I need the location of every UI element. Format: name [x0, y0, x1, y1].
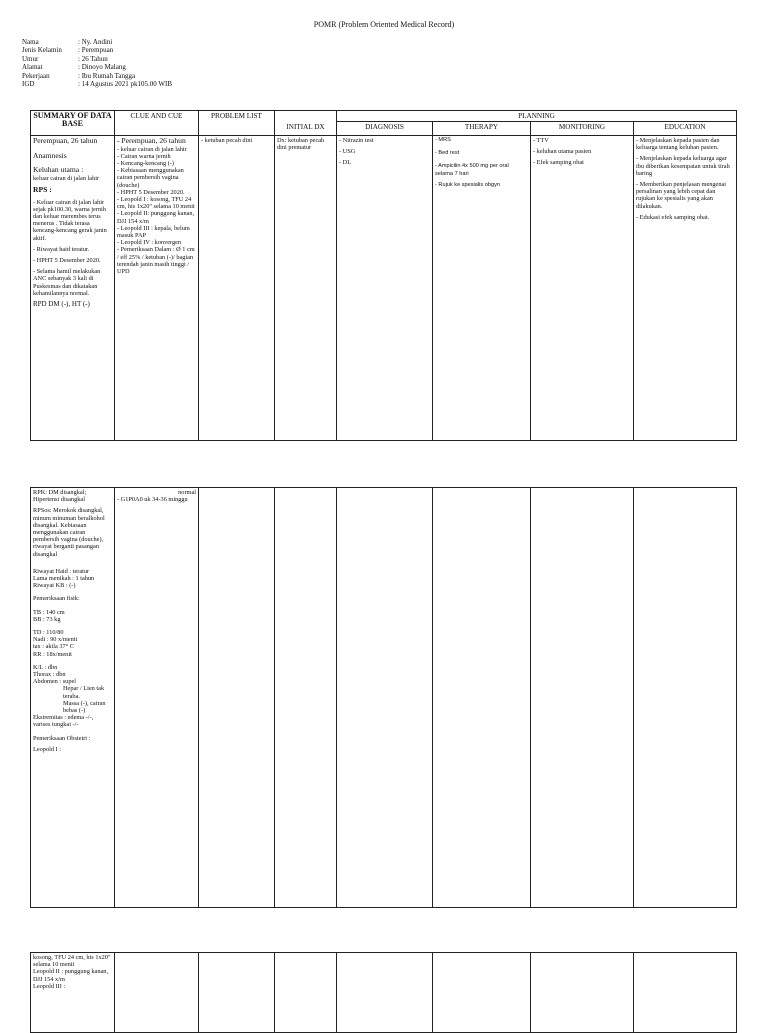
header-initial-dx-top	[275, 111, 337, 122]
header-education: EDUCATION	[634, 122, 737, 136]
patient-row-name: Nama : Ny. Andini	[22, 38, 113, 46]
cell-summary: Perempuan, 26 tahun Anamnesis Keluhan utama : keluar cairan di jalan lahir RPS : - Keluar cairan di jalan lahir sejak pk100.30, warna jernih dan keluar merembes terus menerus . Tidak terasa kencang-kencang gerak janin aktif. - Riwayat haid teratur. - HPHT 5 Desember 2020. - Selama hamil melakukan ANC sebanyak 3 kali di Puskesmas dan dikatakan kehamilannya normal. RPD DM (-), HT (-)	[31, 136, 115, 441]
cell-problem: - ketuban pecah dini	[199, 136, 275, 441]
cell-education-cont	[634, 488, 737, 908]
cell-initial-dx: Dx: ketuban pecah dini prematur	[275, 136, 337, 441]
cell-therapy: - MRS - Bed rest - Ampicilin 4x 500 mg per oral selama 7 hari - Rujuk ke spesialis obgyn	[433, 136, 531, 441]
cell-problem-cont	[199, 488, 275, 908]
cell-therapy-cont	[433, 488, 531, 908]
cell-diagnosis: - Nitrazin test - USG - DL	[337, 136, 433, 441]
patient-identity	[22, 38, 172, 88]
cell-monitoring: - TTV - keluhan utama pasien - Efek samping obat	[531, 136, 634, 441]
cell-clue-cont: normal - G1P0A0 uk 34-36 minggu	[115, 488, 199, 908]
cell-diagnosis-cont-2	[337, 953, 433, 1033]
header-planning: PLANNING	[337, 111, 737, 122]
cell-monitoring-cont-2	[531, 953, 634, 1033]
cell-education: - Menjelaskan kepada pasien dan keluarga tentang keluhan pasien. - Menjelaskan kepada keluarga agar ibu diberikan kesempatan untuk tirah baring - Memberikan penjelasan mengenai persalinan yang lebih cepat dan rujukan ke spesialis yang akan dilakukan. - Edukasi efek samping obat.	[634, 136, 737, 441]
cell-diagnosis-cont	[337, 488, 433, 908]
cell-therapy-cont-2	[433, 953, 531, 1033]
pomr-table-page-2	[30, 487, 737, 908]
cell-clue-cont-2	[115, 953, 199, 1033]
patient-row-gender: Jenis Kelamin : Perempuan	[22, 46, 114, 55]
document-title: POMR (Problem Oriented Medical Record)	[313, 20, 455, 29]
cell-initial-dx-cont-2	[275, 953, 337, 1033]
patient-row-igd: IGD : 14 Agustus 2021 pk105.00 WIB	[22, 80, 172, 89]
cell-summary-cont-2: kosong, TFU 24 cm, his 1x20" selama 10 menit Leopold II : punggung kanan, DJJ 154 x/m Leopold III :	[31, 953, 115, 1033]
patient-row-age: Umur : 26 Tahun	[22, 54, 108, 63]
cell-problem-cont-2	[199, 953, 275, 1033]
header-monitoring: MONITORING	[531, 122, 634, 136]
header-therapy: THERAPY	[433, 122, 531, 136]
header-initial-dx: INITIAL DX	[275, 122, 337, 136]
header-problem: PROBLEM LIST	[199, 111, 275, 136]
patient-row-address: Alamat : Dinoyo Malang	[22, 63, 126, 72]
cell-clue: - Perempuan, 26 tahun - keluar cairan di jalan lahir - Cairan warna jernih - Kencang-kencang (-) - Kebiasaan menggunakan cairan pembersih vagina (douche) - HPHT 5 Desember 2020. - Leopold I : kosong, TFU 24 cm, his 1x20" selama 10 menit - Leopold II: punggung kanan, DJJ 154 x/m - Leopold III : kepala, belum masuk PAP - Leopold IV : konvergen - Pemeriksaan Dalam : Ø 1 cm / eff 25% / ketuban (-)/ bagian terendah janin masih tinggi / UPD	[115, 136, 199, 441]
patient-row-occupation: Pekerjaan : Ibu Rumah Tangga	[22, 71, 136, 80]
cell-monitoring-cont	[531, 488, 634, 908]
cell-summary-cont: RPK: DM disangkal; Hipertensi disangkal RPSos: Merokok disangkal, minum minuman beralkohol disangkal. Kebiasaan menggunakan cairan pembersih vagina (douche), riwayat berganti pasangan disangkal Riwayat Haid : teratur Lama menikah : 1 tahun Riwayat KB : (-) Pemeriksaan fisik: TB : 140 cm BB : 73 kg TD : 110/80 Nadi : 90 x/menit tax : akila 37° C RR : 18x/menit K/L : dbn Thorax : dbn Abdomen : supel Hepar / Lien tak teraba. Massa (-), cairan bebas (-) Ekstremitas : edema -/-, varises tungkai -/- Pemeriksaan Obstetri : Leopold I :	[31, 488, 115, 908]
pomr-table-page-1	[30, 110, 737, 441]
cell-education-cont-2	[634, 953, 737, 1033]
pomr-table-page-3	[30, 952, 737, 1033]
header-diagnosis: DIAGNOSIS	[337, 122, 433, 136]
header-clue: CLUE AND CUE	[115, 111, 199, 136]
cell-initial-dx-cont	[275, 488, 337, 908]
header-summary: SUMMARY OF DATA BASE	[31, 111, 115, 136]
